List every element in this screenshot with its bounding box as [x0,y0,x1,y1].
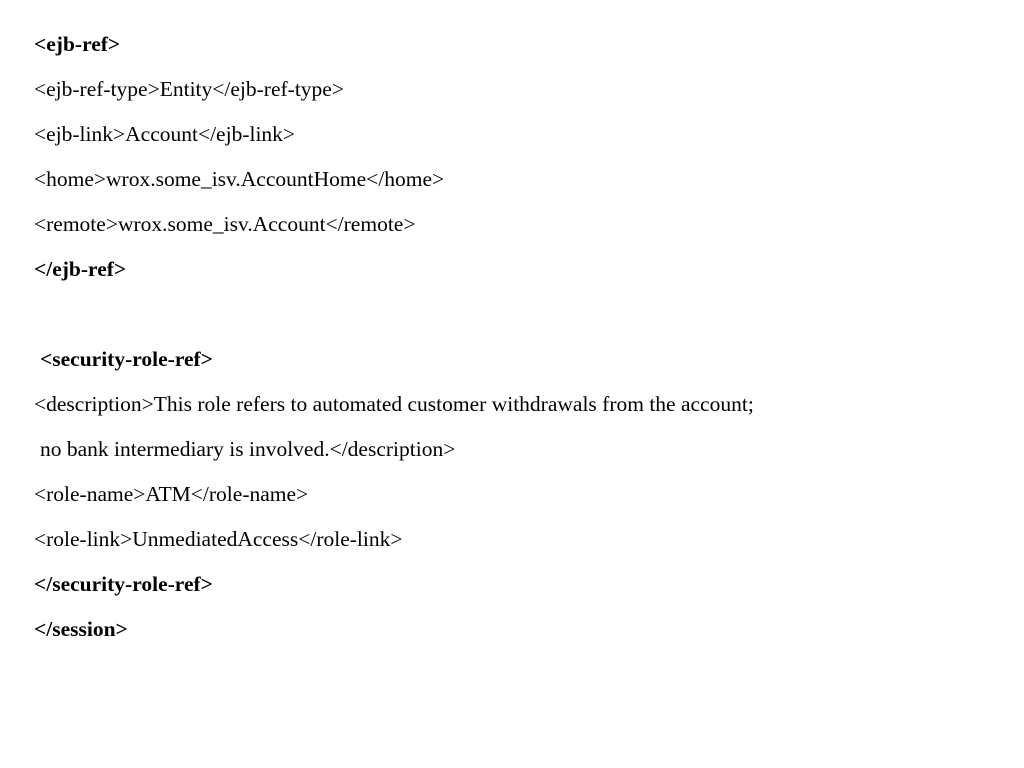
remote-line: <remote>wrox.some_isv.Account</remote> [34,212,416,236]
role-name-line: <role-name>ATM</role-name> [34,482,309,506]
description-line-2: no bank intermediary is involved.</description> [40,437,456,461]
role-link-line: <role-link>UnmediatedAccess</role-link> [34,527,403,551]
security-role-ref-open-tag: <security-role-ref> [40,347,213,371]
session-close-tag: </session> [34,617,128,641]
xml-document [34,29,994,659]
security-role-ref-close-tag: </security-role-ref> [34,572,213,596]
blank-line [34,299,994,344]
ejb-ref-open-tag: <ejb-ref> [34,32,121,56]
ejb-ref-close-tag: </ejb-ref> [34,257,127,281]
home-line: <home>wrox.some_isv.AccountHome</home> [34,167,445,191]
description-line-1: <description>This role refers to automated customer withdrawals from the account; [34,392,754,416]
ejb-ref-type-line: <ejb-ref-type>Entity</ejb-ref-type> [34,77,344,101]
ejb-link-line: <ejb-link>Account</ejb-link> [34,122,296,146]
